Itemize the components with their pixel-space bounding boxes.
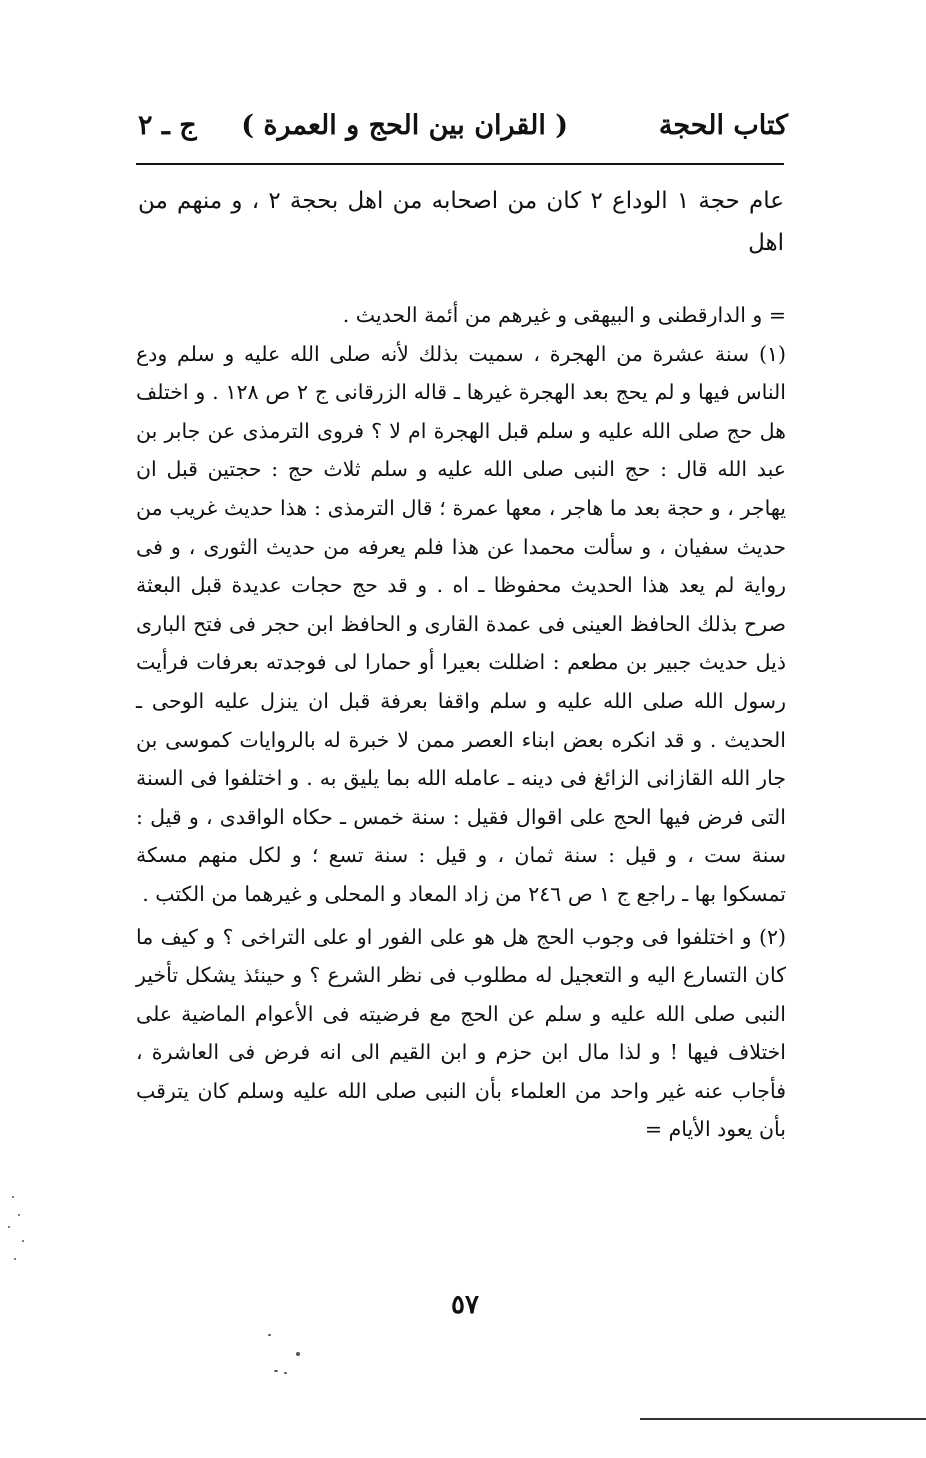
scan-speck — [296, 1352, 300, 1356]
scan-speck — [8, 1226, 10, 1228]
main-text: عام حجة ١ الوداع ٢ كان من اصحابه من اهل بحجة ٢ ، و منهم من اهل — [138, 188, 784, 256]
footnote-continuation: = و الدارقطنى و البيهقى و غيرهم من أئمة الحديث . — [342, 303, 786, 327]
running-header — [138, 110, 788, 158]
volume-number: ج ـ ٢ — [138, 110, 197, 141]
scan-speck — [22, 1240, 24, 1242]
footnotes — [136, 296, 786, 1149]
scan-speck — [12, 1196, 14, 1198]
scan-edge-line — [640, 1418, 926, 1420]
scan-speck — [18, 1214, 20, 1216]
chapter-topic: ( القران بين الحج و العمرة ) — [241, 110, 568, 141]
footnote-1: (١) سنة عشرة من الهجرة ، سميت بذلك لأنه صلى الله عليه و سلم ودع الناس فيها و لم يحج بعد الهجرة غيرها ـ قاله الزرقانى ج ٢ ص ١٢٨ . و اختلف هل حج صلى الله عليه و سلم قبل الهجرة ام لا ؟ فروى الترمذى عن جابر بن عبد الله قال : حج النبى صلى الله عليه و سلم ثلاث حج : حجتين قبل ان يهاجر ، و حجة بعد ما هاجر ، معها عمرة ؛ قال الترمذى : هذا حديث غريب من حديث سفيان ، و سألت محمدا عن هذا فلم يعرفه من حديث الثورى ، و فى رواية لم يعد هذا الحديث محفوظا ـ اه . و قد حج حجات عديدة قبل البعثة صرح بذلك الحافظ العينى فى عمدة القارى و الحافظ ابن حجر فى فتح البارى ذيل حديث جبير بن مطعم : اضللت بعيرا أو حمارا لى فوجدته بعرفات فرأيت رسول الله صلى الله عليه و سلم واقفا بعرفة قبل ان ينزل عليه الوحى ـ الحديث . و قد انكره بعض ابناء العصر ممن لا خبرة له بالروايات كموسى بن جار الله القازانى الزائغ فى دينه ـ عامله الله بما يليق به . و اختلفوا فى السنة التى فرض فيها الحج على اقوال فقيل : سنة خمس ـ حكاه الواقدى ، و قيل : سنة ست ، و قيل : سنة ثمان ، و قيل : سنة تسع ؛ و لكل منهم مسكة تمسكوا بها ـ راجع ج ١ ص ٢٤٦ من زاد المعاد و المحلى و غيرهما من الكتب . — [136, 341, 786, 906]
scan-speck — [14, 1258, 16, 1260]
scan-speck — [284, 1372, 287, 1374]
book-title: كتاب الحجة — [658, 110, 788, 141]
scan-speck — [268, 1334, 271, 1336]
footnote-2: (٢) و اختلفوا فى وجوب الحج هل هو على الفور او على التراخى ؟ و كيف ما كان التسارع اليه و التعجيل له مطلوب فى نظر الشرع ؟ و حينئذ يشكل تأخير النبى صلى الله عليه و سلم عن الحج مع فرضيته فى الأعوام الماضية على اختلاف فيها ! و لذا مال ابن حزم و ابن القيم الى انه فرض فى العاشرة ، فأجاب عنه غير واحد من العلماء بأن النبى صلى الله عليه وسلم كان يترقب بأن يعود الأيام = — [136, 924, 786, 1142]
page-number: ٥٧ — [451, 1290, 479, 1320]
header-rule — [136, 163, 784, 165]
scan-speck — [274, 1370, 278, 1372]
